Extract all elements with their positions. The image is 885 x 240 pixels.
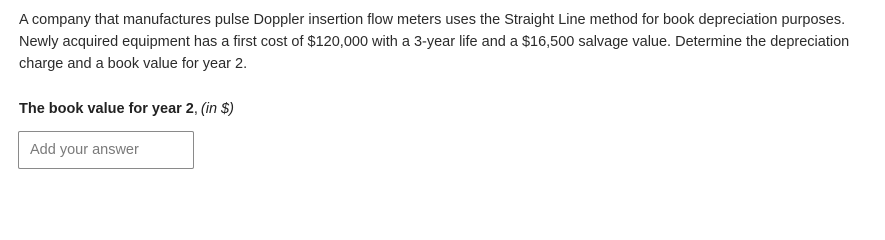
- answer-prompt-separator: ,: [193, 101, 198, 117]
- answer-prompt: [19, 99, 234, 119]
- question-text: A company that manufactures pulse Doppler insertion flow meters uses the Straight Line method for book depreciation purposes. Newly acquired equipment has a first cost of $120,000 with a 3-year life and a $16,500 salvage value. Determine the depreciation charge and a book value for year 2.: [19, 12, 850, 72]
- answer-prompt-unit: (in $): [200, 101, 234, 117]
- answer-input[interactable]: [18, 131, 194, 169]
- answer-prompt-label: The book value for year 2: [19, 101, 194, 117]
